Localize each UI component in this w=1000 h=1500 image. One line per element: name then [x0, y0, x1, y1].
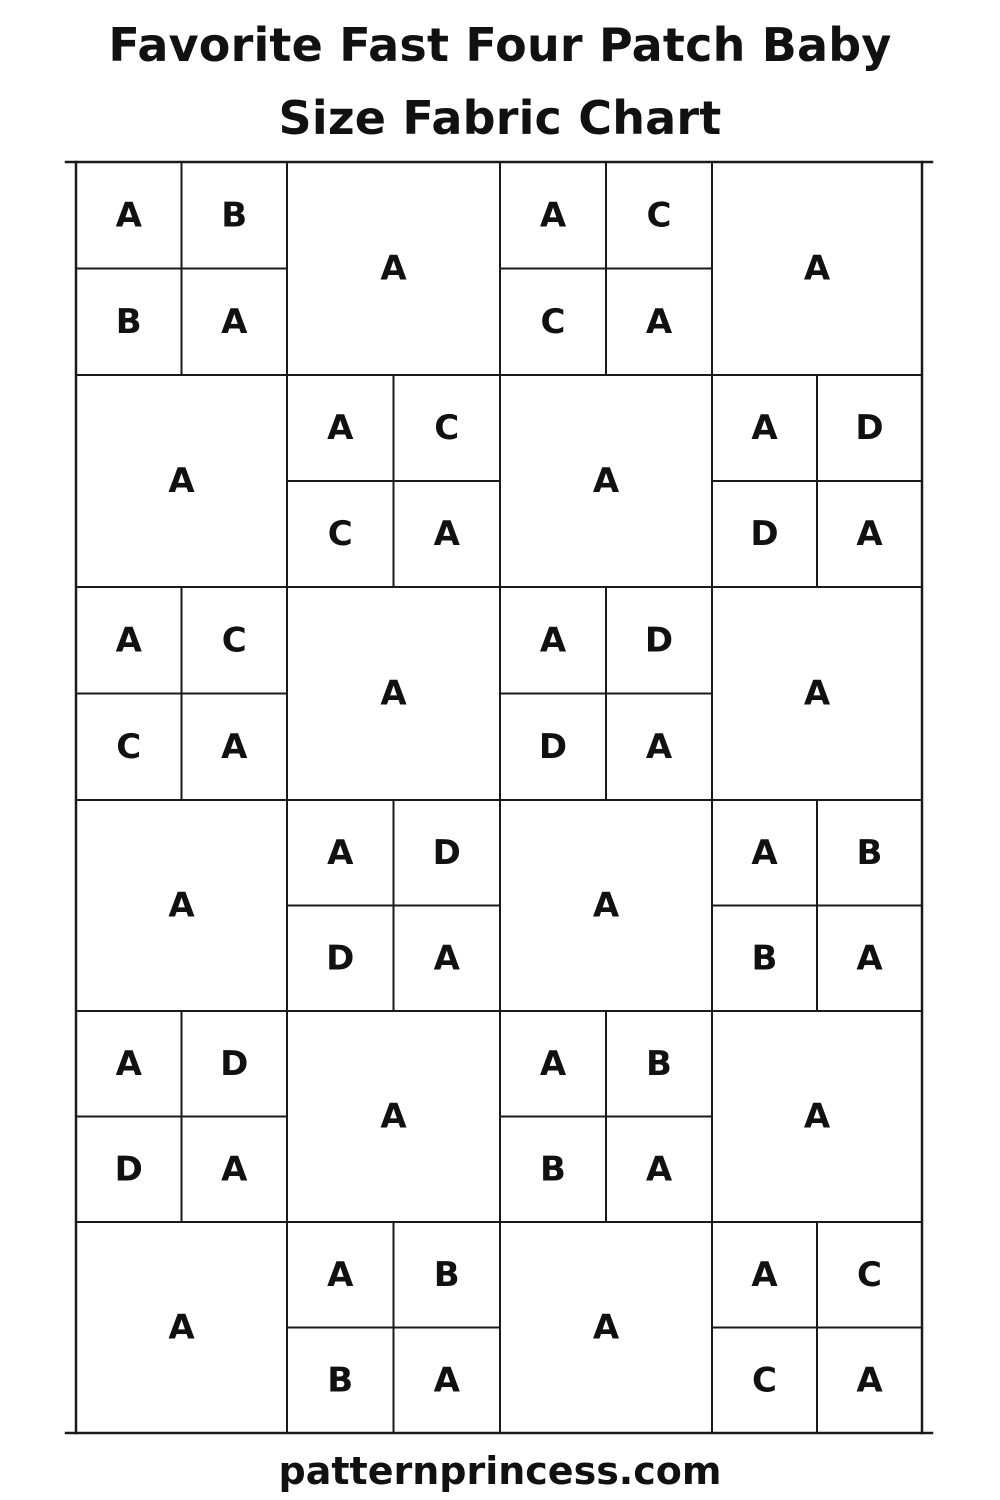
- four-patch-cell-label: C: [434, 408, 460, 448]
- four-patch-cell-label: B: [327, 1360, 354, 1401]
- four-patch-cell-label: C: [646, 195, 672, 236]
- four-patch-cell-label: B: [751, 938, 778, 979]
- four-patch-cell-label: C: [857, 1254, 882, 1295]
- solid-block-label: A: [592, 461, 620, 501]
- four-patch-cell-label: A: [221, 301, 248, 342]
- four-patch-cell-label: B: [646, 1043, 672, 1084]
- four-patch-cell-label: A: [856, 1360, 883, 1401]
- solid-block-label: A: [592, 1307, 620, 1348]
- four-patch-cell-label: A: [221, 726, 248, 767]
- four-patch-cell-label: B: [221, 195, 248, 236]
- four-patch-cell-label: A: [856, 938, 883, 979]
- four-patch-cell-label: A: [539, 1043, 567, 1084]
- four-patch-cell-label: A: [221, 1149, 248, 1190]
- page-title-line-2: Size Fabric Chart: [278, 91, 722, 145]
- four-patch-cell-label: D: [750, 514, 779, 554]
- four-patch-cell-label: A: [433, 1360, 460, 1401]
- four-patch-cell-label: A: [115, 1043, 142, 1084]
- solid-block-label: A: [592, 885, 620, 926]
- four-patch-cell-label: C: [540, 301, 566, 342]
- four-patch-cell-label: D: [326, 938, 355, 979]
- four-patch-cell-label: A: [115, 195, 142, 236]
- solid-block-label: A: [380, 248, 407, 289]
- four-patch-cell-label: C: [752, 1360, 777, 1401]
- four-patch-cell-label: A: [433, 938, 460, 979]
- four-patch-cell-label: A: [539, 195, 567, 236]
- four-patch-cell-label: B: [856, 832, 883, 873]
- four-patch-cell-label: A: [751, 1254, 778, 1295]
- four-patch-cell-label: A: [645, 726, 673, 767]
- solid-block-label: A: [380, 673, 407, 714]
- four-patch-cell-label: A: [539, 620, 567, 661]
- four-patch-cell-label: B: [433, 1254, 460, 1295]
- website-footer: patternprincess.com: [278, 1449, 722, 1493]
- four-patch-cell-label: D: [114, 1149, 143, 1190]
- four-patch-cell-label: A: [645, 1149, 673, 1190]
- four-patch-cell-label: A: [115, 620, 142, 661]
- four-patch-cell-label: A: [433, 514, 460, 554]
- four-patch-cell-label: B: [540, 1149, 566, 1190]
- solid-block-label: A: [168, 885, 195, 926]
- solid-block-label: A: [168, 461, 195, 501]
- four-patch-cell-label: A: [751, 832, 778, 873]
- four-patch-cell-label: D: [538, 726, 568, 767]
- four-patch-cell-label: B: [115, 301, 142, 342]
- four-patch-cell-label: A: [751, 408, 778, 448]
- four-patch-cell-label: A: [856, 514, 883, 554]
- four-patch-cell-label: D: [220, 1043, 249, 1084]
- page-title-line-1: Favorite Fast Four Patch Baby: [108, 18, 892, 72]
- solid-block-label: A: [168, 1307, 195, 1348]
- solid-block-label: A: [380, 1096, 407, 1137]
- solid-block-label: A: [803, 248, 831, 289]
- solid-block-label: A: [803, 673, 831, 714]
- solid-block-label: A: [803, 1096, 831, 1137]
- four-patch-cell-label: D: [644, 620, 674, 661]
- four-patch-cell-label: C: [221, 620, 247, 661]
- four-patch-cell-label: C: [116, 726, 142, 767]
- four-patch-cell-label: A: [327, 1254, 354, 1295]
- four-patch-cell-label: A: [327, 408, 354, 448]
- four-patch-cell-label: D: [432, 832, 461, 873]
- four-patch-cell-label: A: [645, 301, 673, 342]
- four-patch-cell-label: D: [855, 408, 884, 448]
- four-patch-cell-label: A: [327, 832, 354, 873]
- four-patch-cell-label: C: [327, 514, 353, 554]
